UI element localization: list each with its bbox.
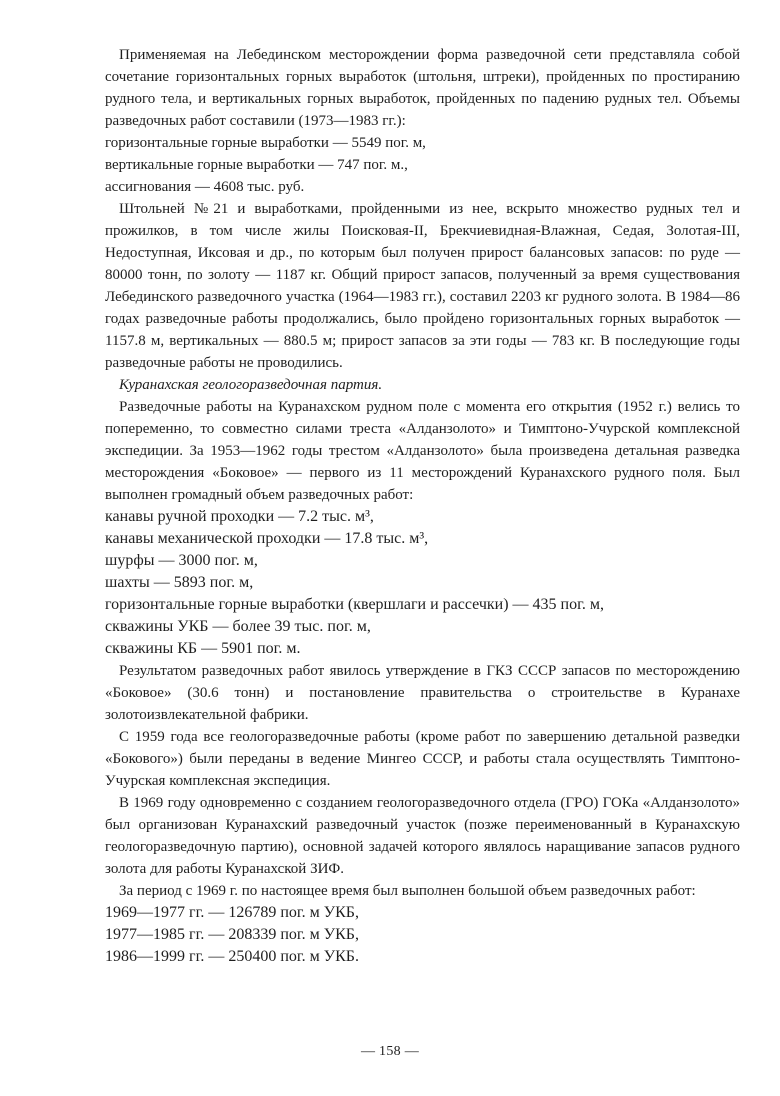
work-volumes-list-1953-1962 bbox=[105, 506, 740, 660]
work-volumes-list-1973-1983 bbox=[105, 132, 740, 198]
paragraph-3: Разведочные работы на Куранахском рудном поле с момента его открытия (1952 г.) велись то попеременно, то совместно силами треста «Алданзолото» и Тимптоно-Учурской комплексной экспедиции. За 1953—1962 годы трестом «Алданзолото» была произведена детальная разведка месторождения «Боковое» — первого из 11 месторождений Куранахского рудного поля. Был выполнен громадный объем разведочных работ: bbox=[105, 399, 740, 503]
list-item: вертикальные горные выработки — 747 пог. м., bbox=[105, 157, 408, 173]
paragraph-4: Результатом разведочных работ явилось утверждение в ГКЗ СССР запасов по месторождению «Боковое» (30.6 тонн) и постановление правительства о строительстве в Куранахе золотоизвлекательной фабрики. bbox=[105, 663, 740, 723]
list-item: 1977—1985 гг. — 208339 пог. м УКБ, bbox=[105, 926, 359, 943]
drilling-volumes-list bbox=[105, 902, 740, 968]
list-item: ассигнования — 4608 тыс. руб. bbox=[105, 179, 305, 195]
list-item: скважины УКБ — более 39 тыс. пог. м, bbox=[105, 618, 371, 635]
list-item: канавы ручной проходки — 7.2 тыс. м³, bbox=[105, 508, 374, 525]
list-item: скважины КБ — 5901 пог. м. bbox=[105, 640, 301, 657]
list-item: шурфы — 3000 пог. м, bbox=[105, 552, 258, 569]
list-item: канавы механической проходки — 17.8 тыс. м³, bbox=[105, 530, 429, 547]
list-item: горизонтальные горные выработки — 5549 пог. м, bbox=[105, 135, 426, 151]
paragraph-2: Штольней №21 и выработками, пройденными из нее, вскрыто множество рудных тел и прожилков, в том числе жилы Поисковая-II, Брекчиевидная-Влажная, Седая, Золотая-III, Недоступная, Иксовая и др., по которым был получен прирост балансовых запасов: по руде — 80000 тонн, по золоту — 1187 кг. Общий прирост запасов, полученный за время существования Лебединского разведочного участка (1964—1983 гг.), составил 2203 кг рудного золота. В 1984—86 годах разведочные работы продолжались, было пройдено горизонтальных горных выработок — 1157.8 м, вертикальных — 880.5 м; прирост запасов за эти годы — 783 кг. В последующие годы разведочные работы не проводились. bbox=[105, 201, 740, 371]
paragraph-1: Применяемая на Лебединском месторождении форма разведочной сети представляла собой сочетание горизонтальных горных выработок (штольня, штреки), пройденных по простиранию рудного тела, и вертикальных горных выработок, пройденных по падению рудных тел. Объемы разведочных работ составили (1973—1983 гг.): bbox=[105, 47, 740, 129]
body-text bbox=[105, 44, 740, 968]
page-number: — 158 — bbox=[360, 1044, 420, 1059]
list-item: 1969—1977 гг. — 126789 пог. м УКБ, bbox=[105, 904, 359, 921]
list-item: горизонтальные горные выработки (квершлаги и рассечки) — 435 пог. м, bbox=[105, 596, 604, 613]
section-heading: Куранахская геологоразведочная партия. bbox=[119, 377, 383, 393]
list-item: 1986—1999 гг. — 250400 пог. м УКБ. bbox=[105, 948, 359, 965]
paragraph-6: В 1969 году одновременно с созданием геологоразведочного отдела (ГРО) ГОКа «Алданзолото» был организован Куранахский разведочный участок (позже переименованный в Куранахскую геологоразведочную партию), основной задачей которого являлось наращивание запасов рудного золота для работы Куранахской ЗИФ. bbox=[105, 795, 740, 877]
list-item: шахты — 5893 пог. м, bbox=[105, 574, 254, 591]
paragraph-5: С 1959 года все геологоразведочные работы (кроме работ по завершению детальной разведки «Бокового») были переданы в ведение Мингео СССР, и работы стала осуществлять Тимптоно-Учурская комплексная экспедиция. bbox=[105, 729, 740, 789]
paragraph-7: За период с 1969 г. по настоящее время был выполнен большой объем разведочных работ: bbox=[119, 883, 696, 899]
